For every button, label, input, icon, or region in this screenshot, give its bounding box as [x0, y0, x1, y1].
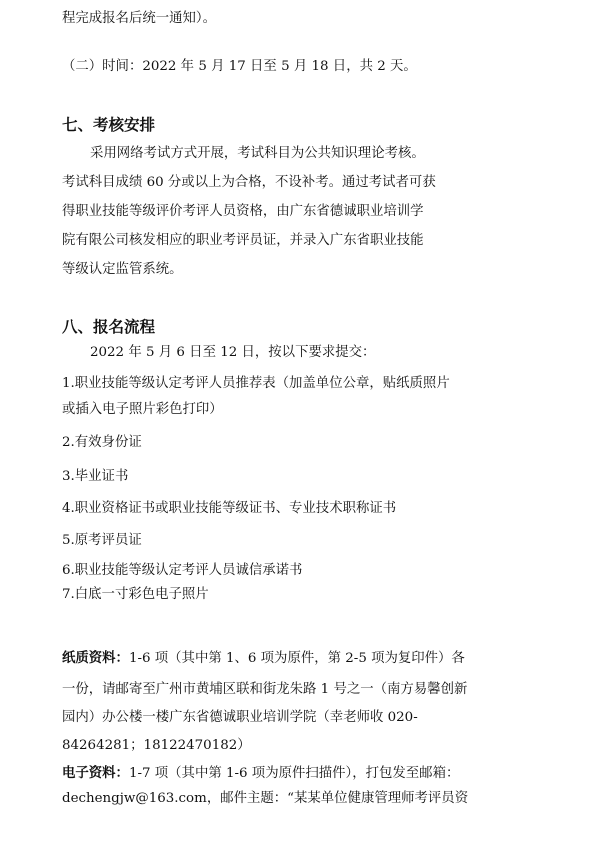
paragraph-line: 等级认定监管系统。 [62, 262, 183, 277]
list-item: 或插入电子照片彩色打印） [62, 402, 223, 417]
list-item: 7.白底一寸彩色电子照片 [62, 587, 209, 602]
email-subject-line: dechengjw@163.com，邮件主题：“某某单位健康管理师考评员资 [62, 791, 469, 806]
electronic-materials-label: 电子资料： [62, 766, 129, 781]
paragraph-line: 84264281；18122470182） [62, 738, 251, 753]
registration-date-line: 2022 年 5 月 6 日至 12 日，按以下要求提交： [90, 345, 376, 360]
paragraph-line: 得职业技能等级评价考评人员资格，由广东省德诚职业培训学 [62, 204, 424, 219]
paragraph-line: 一份，请邮寄至广州市黄埔区联和街龙朱路 1 号之一（南方易馨创新 [62, 682, 468, 697]
paper-materials-label: 纸质资料： [62, 651, 129, 666]
paragraph-line: 考试科目成绩 60 分或以上为合格，不设补考。通过考试者可获 [62, 175, 436, 190]
section-7-heading: 七、考核安排 [62, 116, 156, 134]
paper-materials-line [62, 649, 555, 669]
list-item: 1.职业技能等级认定考评人员推荐表（加盖单位公章，贴纸质照片 [62, 376, 450, 391]
paragraph-line: 园内）办公楼一楼广东省德诚职业培训学院（幸老师收 020- [62, 710, 418, 725]
paper-materials-text: 1-6 项（其中第 1、6 项为原件，第 2-5 项为复印件）各 [128, 651, 465, 666]
text-line: 程完成报名后统一通知）。 [62, 11, 216, 26]
section-8-heading: 八、报名流程 [62, 318, 156, 336]
paragraph-line: 院有限公司核发相应的职业考评员证，并录入广东省职业技能 [62, 233, 424, 248]
list-item: 4.职业资格证书或职业技能等级证书、专业技术职称证书 [62, 501, 397, 516]
exam-time-line: （二）时间：2022 年 5 月 17 日至 5 月 18 日，共 2 天。 [62, 59, 417, 74]
electronic-materials-text: 1-7 项（其中第 1-6 项为原件扫描件），打包发至邮箱： [128, 766, 460, 781]
list-item: 5.原考评员证 [62, 533, 142, 548]
list-item: 2.有效身份证 [62, 435, 142, 450]
list-item: 6.职业技能等级认定考评人员诚信承诺书 [62, 563, 303, 578]
paragraph-line: 采用网络考试方式开展，考试科目为公共知识理论考核。 [90, 146, 425, 161]
list-item: 3.毕业证书 [62, 469, 129, 484]
electronic-materials-line [62, 764, 555, 784]
